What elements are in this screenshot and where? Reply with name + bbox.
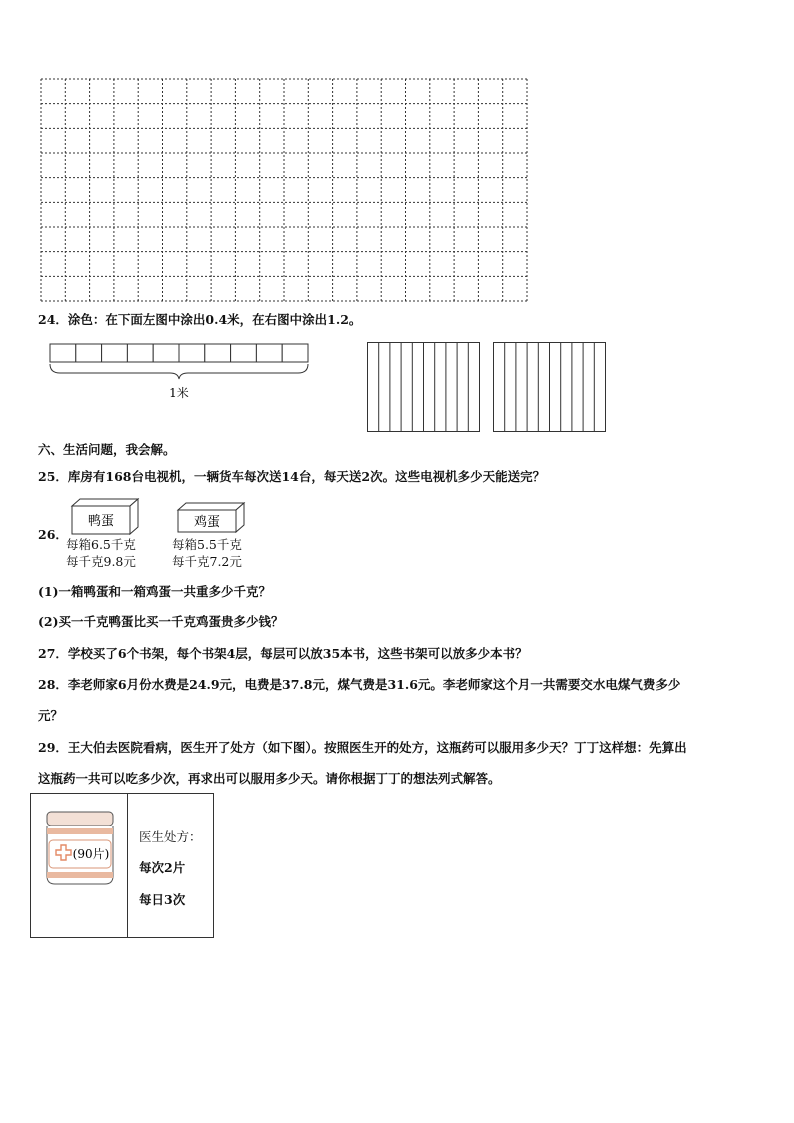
medicine-bottle [41, 810, 121, 888]
question-26-sub1: (1)一箱鸭蛋和一箱鸡蛋一共重多少千克？ [38, 584, 272, 599]
ruler-cell [282, 344, 308, 362]
duck-egg-box [68, 498, 142, 538]
striped-rect-left [367, 342, 481, 433]
ruler-label: 1米 [169, 386, 189, 400]
table-divider [127, 794, 128, 937]
dotted-grid [40, 78, 528, 302]
duck-egg-label: 鸭蛋 [87, 514, 115, 529]
chicken-egg-per-kg: 每千克7.2元 [172, 554, 242, 569]
question-28-line1: 28．李老师家6月份水费是24.9元，电费是37.8元，煤气费是31.6元。李老师家这个月一共需要交水电煤气费多少 [38, 677, 681, 692]
bottle-label: (90片) [72, 847, 110, 861]
chicken-egg-per-box: 每箱5.5千克 [172, 537, 242, 552]
prescription-table [30, 793, 214, 938]
chicken-egg-label: 鸡蛋 [193, 515, 221, 530]
brace [50, 364, 308, 379]
ruler-figure [48, 342, 312, 404]
chicken-egg-box [174, 502, 248, 536]
question-27: 27．学校买了6个书架，每个书架4层，每层可以放35本书，这些书架可以放多少本书？ [38, 646, 528, 661]
question-26-number: 26． [38, 527, 68, 542]
question-24: 24．涂色：在下面左图中涂出0.4米，在右图中涂出1.2。 [38, 312, 362, 327]
rx-dose: 每次2片 [139, 860, 186, 875]
duck-egg-per-box: 每箱6.5千克 [66, 537, 136, 552]
rx-title: 医生处方： [139, 829, 202, 844]
question-29-line1: 29．王大伯去医院看病，医生开了处方（如下图）。按照医生开的处方，这瓶药可以服用多少天？丁丁这样想：先算出 [38, 740, 687, 755]
ruler-cell [179, 344, 205, 362]
rx-frequency: 每日3次 [139, 892, 186, 907]
ruler-cell [153, 344, 179, 362]
ruler-cell [205, 344, 231, 362]
striped-rect-right [493, 342, 607, 433]
question-26-sub2: (2)买一千克鸭蛋比买一千克鸡蛋贵多少钱？ [38, 614, 284, 629]
ruler-cell [102, 344, 128, 362]
ruler-cell [256, 344, 282, 362]
ruler-cell [76, 344, 102, 362]
question-29-line2: 这瓶药一共可以吃多少次，再求出可以服用多少天。请你根据丁丁的想法列式解答。 [38, 771, 501, 786]
question-25: 25．库房有168台电视机，一辆货车每次送14台，每天送2次。这些电视机多少天能送完？ [38, 469, 546, 484]
ruler-cell [50, 344, 76, 362]
question-28-line2: 元？ [38, 708, 64, 723]
section-6-title: 六、生活问题，我会解。 [38, 442, 176, 457]
duck-egg-per-kg: 每千克9.8元 [66, 554, 136, 569]
ruler-cell [127, 344, 153, 362]
ruler-cell [231, 344, 257, 362]
